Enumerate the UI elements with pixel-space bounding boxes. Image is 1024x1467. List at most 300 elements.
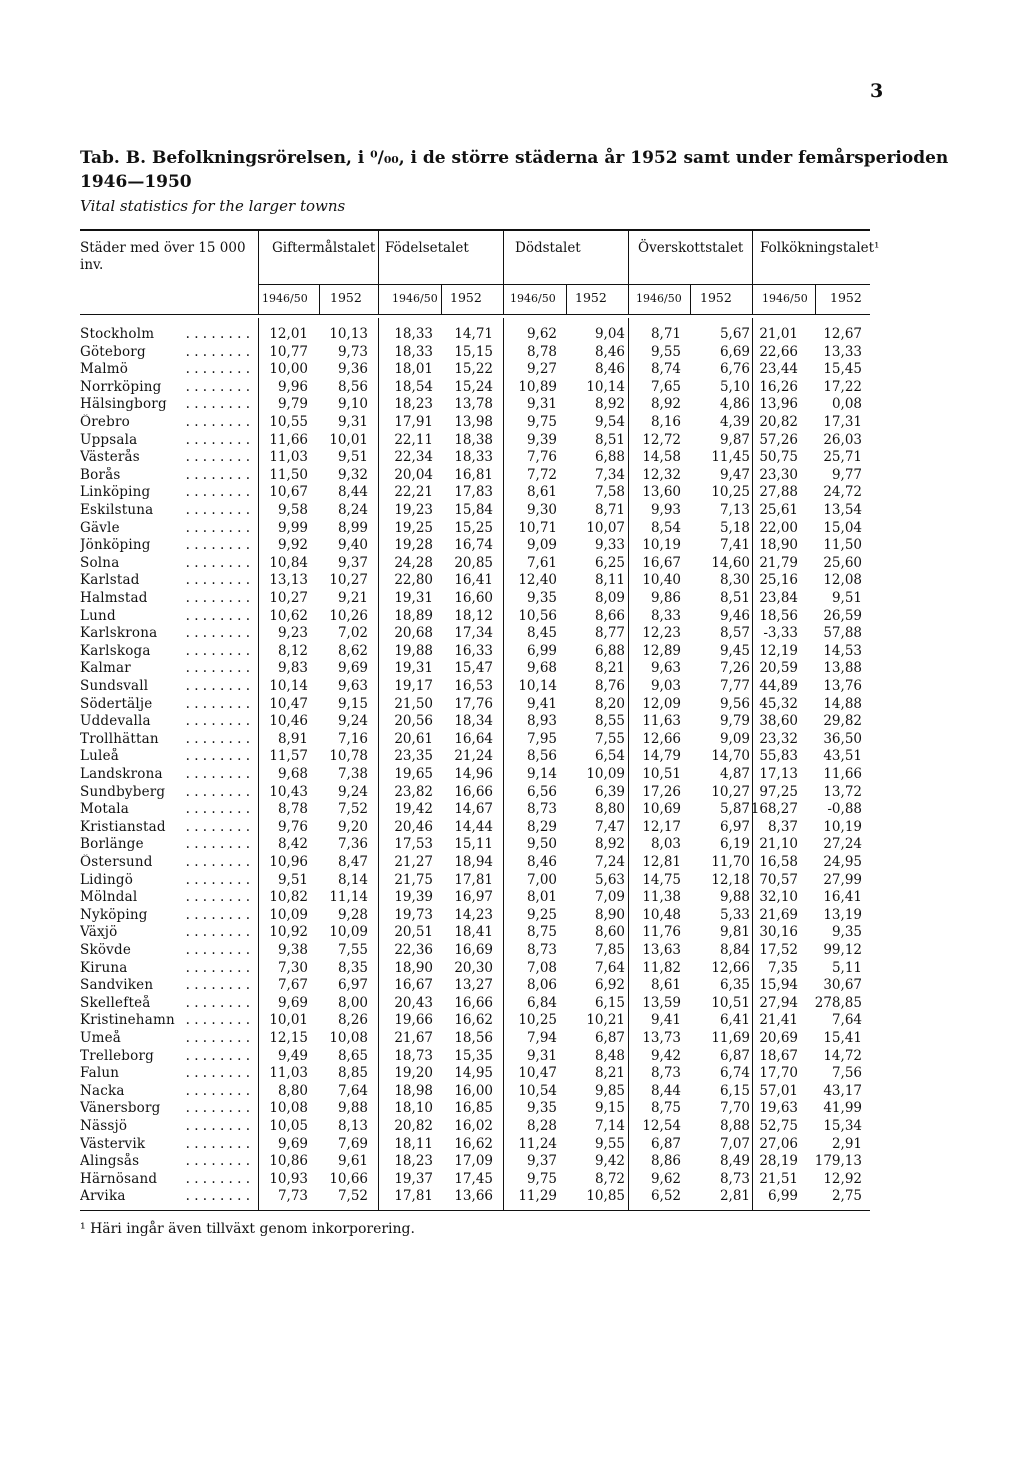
table-cell: 13,60 [642, 484, 681, 501]
table-cell: 32,10 [759, 889, 798, 906]
table-cell: 8,42 [277, 836, 308, 853]
table-cell: 20,04 [394, 466, 433, 483]
table-cell: 21,69 [759, 906, 798, 923]
table-cell: 7,09 [594, 889, 625, 906]
table-cell: 9,68 [277, 766, 308, 782]
table-cell: 15,25 [454, 519, 493, 536]
table-cell: 19,65 [394, 766, 433, 782]
table-cell: 2,81 [719, 1188, 750, 1205]
table-cell: 21,50 [394, 695, 433, 712]
table-cell: 8,62 [337, 642, 368, 659]
leader-dots: . . . . . . . . [185, 1012, 250, 1029]
leader-dots: . . . . . . . . [185, 660, 250, 677]
table-cell: 13,59 [642, 994, 681, 1011]
table-cell: 8,09 [594, 590, 625, 606]
table-cell: 16,26 [759, 378, 798, 395]
table-cell: 9,42 [650, 1047, 681, 1064]
city-name: Trelleborg [80, 1048, 252, 1065]
year-divider [566, 284, 567, 314]
table-cell: 9,28 [337, 906, 368, 923]
table-cell: 8,90 [594, 906, 625, 923]
table-cell: 7,07 [719, 1135, 750, 1152]
leader-dots: . . . . . . . . [185, 1153, 250, 1170]
table-cell: 18,33 [394, 343, 433, 360]
table-cell: 23,30 [759, 466, 798, 483]
table-cell: 9,31 [526, 396, 557, 413]
table-cell: 5,33 [719, 906, 750, 923]
table-row [80, 590, 870, 607]
table-row [80, 1171, 870, 1188]
table-cell: 13,98 [454, 414, 493, 430]
table-cell: 23,44 [759, 361, 798, 378]
table-cell: 7,58 [594, 484, 625, 501]
table-row [80, 555, 870, 572]
table-cell: 12,54 [642, 1118, 681, 1134]
table-cell: 16,66 [454, 994, 493, 1011]
leader-dots: . . . . . . . . [185, 1135, 250, 1152]
table-cell: 9,49 [277, 1047, 308, 1064]
table-cell: 14,23 [454, 906, 493, 923]
table-cell: 6,41 [719, 1012, 750, 1029]
table-cell: 8,21 [594, 1065, 625, 1082]
table-cell: 14,79 [642, 748, 681, 765]
table-cell: 24,95 [823, 854, 862, 870]
table-cell: 50,75 [759, 449, 798, 466]
table-cell: 8,60 [594, 924, 625, 941]
table-cell: 15,22 [454, 361, 493, 378]
city-name: Uddevalla [80, 713, 252, 730]
leader-dots: . . . . . . . . [185, 924, 250, 941]
table-cell: 7,73 [277, 1188, 308, 1205]
table-cell: 9,54 [594, 414, 625, 430]
table-cell: 14,72 [823, 1047, 862, 1064]
table-cell: 9,38 [277, 942, 308, 958]
table-cell: 8,61 [650, 977, 681, 994]
table-cell: 17,13 [759, 766, 798, 782]
table-cell: 9,45 [719, 642, 750, 659]
year-divider [319, 284, 320, 314]
table-cell: 27,99 [823, 871, 862, 888]
table-cell: 6,99 [526, 642, 557, 659]
table-cell: 6,15 [719, 1082, 750, 1099]
city-name: Kristinehamn [80, 1012, 252, 1029]
table-cell: 8,54 [650, 519, 681, 536]
table-cell: 23,82 [394, 783, 433, 800]
header-surplus: Överskottstalet [638, 240, 744, 256]
table-cell: 8,74 [650, 361, 681, 378]
table-cell: 20,82 [759, 414, 798, 430]
leader-dots: . . . . . . . . [185, 642, 250, 659]
table-cell: 15,47 [454, 660, 493, 677]
table-row [80, 449, 870, 466]
table-cell: 21,67 [394, 1030, 433, 1046]
table-cell: 9,75 [526, 1170, 557, 1187]
table-cell: 9,37 [526, 1153, 557, 1170]
table-cell: 7,08 [526, 959, 557, 976]
table-cell: 12,08 [823, 572, 862, 589]
table-cell: 9,37 [337, 554, 368, 571]
table-cell: 70,57 [759, 871, 798, 888]
table-cell: 10,19 [823, 818, 862, 835]
table-cell: 21,75 [394, 871, 433, 888]
table-cell: 11,76 [642, 924, 681, 941]
table-cell: 7,47 [594, 818, 625, 835]
table-cell: 14,60 [711, 554, 750, 571]
table-cell: 27,94 [759, 994, 798, 1011]
table-cell: 20,61 [394, 730, 433, 747]
city-name: Västervik [80, 1136, 252, 1153]
table-row [80, 1153, 870, 1170]
table-cell: 7,65 [650, 378, 681, 395]
table-cell: 20,85 [454, 554, 493, 571]
table-cell: 5,11 [831, 959, 862, 976]
table-cell: 18,41 [454, 924, 493, 941]
table-cell: 14,67 [454, 801, 493, 818]
table-cell: 11,45 [711, 449, 750, 466]
table-cell: 6,52 [650, 1188, 681, 1205]
table-cell: 18,56 [454, 1030, 493, 1046]
table-row [80, 326, 870, 343]
table-cell: 15,41 [823, 1030, 862, 1046]
table-cell: 8,28 [526, 1118, 557, 1134]
table-cell: 179,13 [814, 1153, 862, 1170]
leader-dots: . . . . . . . . [185, 854, 250, 870]
table-cell: 11,69 [711, 1030, 750, 1046]
table-cell: 18,34 [454, 713, 493, 730]
table-cell: 19,88 [394, 642, 433, 659]
table-cell: 9,39 [526, 431, 557, 448]
table-cell: 7,52 [337, 801, 368, 818]
table-cell: 10,82 [269, 889, 308, 906]
table-cell: 30,67 [823, 977, 862, 994]
table-cell: 6,74 [719, 1065, 750, 1082]
table-cell: -0,88 [827, 801, 862, 818]
table-cell: 8,73 [526, 942, 557, 958]
table-cell: 18,73 [394, 1047, 433, 1064]
table-cell: 9,55 [594, 1135, 625, 1152]
year-period: 1946/50 [636, 292, 682, 305]
table-cell: 13,78 [454, 396, 493, 413]
table-cell: 21,10 [759, 836, 798, 853]
table-cell: 10,56 [518, 607, 557, 624]
table-cell: 10,00 [269, 361, 308, 378]
table-cell: 7,34 [594, 466, 625, 483]
year-divider [815, 284, 816, 314]
table-cell: 9,51 [277, 871, 308, 888]
table-cell: 4,39 [719, 414, 750, 430]
table-title: Tab. B. Befolkningsrörelsen, i ⁰/₀₀, i de större städerna år 1952 samt under femårsperioden 1946—1950 [80, 148, 949, 192]
table-row [80, 907, 870, 924]
table-cell: 16,33 [454, 642, 493, 659]
city-name: Malmö [80, 361, 252, 378]
table-cell: 5,10 [719, 378, 750, 395]
city-name: Borlänge [80, 836, 252, 853]
table-cell: 10,71 [518, 519, 557, 536]
table-cell: 8,92 [594, 396, 625, 413]
table-cell: 14,75 [642, 871, 681, 888]
table-cell: 8,12 [277, 642, 308, 659]
table-cell: 8,73 [650, 1065, 681, 1082]
city-name: Skövde [80, 942, 252, 959]
table-cell: 8,35 [337, 959, 368, 976]
table-cell: 6,92 [594, 977, 625, 994]
table-cell: 19,39 [394, 889, 433, 906]
table-cell: 9,32 [337, 466, 368, 483]
table-cell: 97,25 [759, 783, 798, 800]
city-name: Stockholm [80, 326, 252, 343]
table-cell: 10,25 [518, 1012, 557, 1029]
table-row [80, 924, 870, 941]
header-birth: Födelsetalet [385, 240, 469, 256]
table-cell: 8,93 [526, 713, 557, 730]
leader-dots: . . . . . . . . [185, 1170, 250, 1187]
table-cell: 11,57 [269, 748, 308, 765]
table-cell: 10,54 [518, 1082, 557, 1099]
table-cell: 9,75 [526, 414, 557, 430]
table-cell: 23,84 [759, 590, 798, 606]
table-cell: 11,70 [711, 854, 750, 870]
table-cell: 6,35 [719, 977, 750, 994]
table-cell: 10,09 [586, 766, 625, 782]
table-cell: 9,04 [594, 326, 625, 342]
table-cell: 12,18 [711, 871, 750, 888]
table-cell: 9,62 [526, 326, 557, 342]
leader-dots: . . . . . . . . [185, 343, 250, 360]
table-cell: 7,41 [719, 537, 750, 554]
table-row [80, 625, 870, 642]
table-cell: 9,88 [337, 1100, 368, 1117]
table-cell: 16,85 [454, 1100, 493, 1117]
table-cell: 17,83 [454, 484, 493, 501]
table-cell: 6,87 [650, 1135, 681, 1152]
city-name: Trollhättan [80, 731, 252, 748]
leader-dots: . . . . . . . . [185, 818, 250, 835]
table-cell: 9,35 [526, 590, 557, 606]
table-cell: 13,33 [823, 343, 862, 360]
table-cell: 19,31 [394, 590, 433, 606]
table-row [80, 1118, 870, 1135]
table-cell: 8,01 [526, 889, 557, 906]
table-cell: 12,09 [642, 695, 681, 712]
table-cell: 10,05 [269, 1118, 308, 1134]
table-cell: 11,66 [823, 766, 862, 782]
city-name: Karlskoga [80, 643, 252, 660]
city-name: Östersund [80, 854, 252, 871]
table-cell: 6,76 [719, 361, 750, 378]
leader-dots: . . . . . . . . [185, 748, 250, 765]
table-cell: 9,03 [650, 678, 681, 694]
table-row [80, 572, 870, 589]
table-cell: 9,33 [594, 537, 625, 554]
table-cell: 8,75 [650, 1100, 681, 1117]
city-name: Lund [80, 608, 252, 625]
table-cell: 25,60 [823, 554, 862, 571]
city-name: Kiruna [80, 960, 252, 977]
leader-dots: . . . . . . . . [185, 977, 250, 994]
table-cell: 8,49 [719, 1153, 750, 1170]
table-cell: 10,78 [329, 748, 368, 765]
table-cell: 9,99 [277, 519, 308, 536]
table-cell: 10,92 [269, 924, 308, 941]
table-cell: 18,89 [394, 607, 433, 624]
table-cell: 17,34 [454, 625, 493, 642]
leader-dots: . . . . . . . . [185, 554, 250, 571]
table-cell: 19,28 [394, 537, 433, 554]
table-cell: 6,87 [719, 1047, 750, 1064]
table-cell: 9,79 [719, 713, 750, 730]
table-cell: 18,33 [394, 326, 433, 342]
year-1952: 1952 [330, 290, 362, 305]
table-cell: 10,26 [329, 607, 368, 624]
table-cell: 24,72 [823, 484, 862, 501]
table-cell: 43,51 [823, 748, 862, 765]
table-cell: 9,86 [650, 590, 681, 606]
table-cell: 19,20 [394, 1065, 433, 1082]
leader-dots: . . . . . . . . [185, 871, 250, 888]
leader-dots: . . . . . . . . [185, 942, 250, 958]
table-cell: 18,98 [394, 1082, 433, 1099]
table-cell: 8,16 [650, 414, 681, 430]
table-cell: 16,41 [823, 889, 862, 906]
city-name: Umeå [80, 1030, 252, 1047]
table-cell: 15,11 [454, 836, 493, 853]
table-cell: 7,72 [526, 466, 557, 483]
table-cell: 10,62 [269, 607, 308, 624]
table-cell: 7,35 [767, 959, 798, 976]
table-row [80, 889, 870, 906]
table-cell: 21,51 [759, 1170, 798, 1187]
table-cell: 8,29 [526, 818, 557, 835]
table-cell: 9,55 [650, 343, 681, 360]
leader-dots: . . . . . . . . [185, 431, 250, 448]
table-row [80, 608, 870, 625]
table-cell: 7,26 [719, 660, 750, 677]
table-cell: 25,71 [823, 449, 862, 466]
table-row [80, 678, 870, 695]
table-cell: 7,70 [719, 1100, 750, 1117]
table-cell: 22,66 [759, 343, 798, 360]
table-cell: 10,08 [329, 1030, 368, 1046]
leader-dots: . . . . . . . . [185, 889, 250, 906]
table-row [80, 432, 870, 449]
table-cell: 16,53 [454, 678, 493, 694]
table-cell: 7,64 [831, 1012, 862, 1029]
table-cell: 9,96 [277, 378, 308, 395]
table-cell: 7,30 [277, 959, 308, 976]
table-cell: 10,51 [642, 766, 681, 782]
table-cell: 13,63 [642, 942, 681, 958]
leader-dots: . . . . . . . . [185, 713, 250, 730]
table-cell: 15,24 [454, 378, 493, 395]
table-cell: 9,42 [594, 1153, 625, 1170]
table-cell: 17,31 [823, 414, 862, 430]
table-cell: 10,27 [329, 572, 368, 589]
table-cell: 19,31 [394, 660, 433, 677]
table-cell: 8,85 [337, 1065, 368, 1082]
city-name: Lidingö [80, 872, 252, 889]
table-cell: 17,91 [394, 414, 433, 430]
table-row [80, 713, 870, 730]
city-name: Karlskrona [80, 625, 252, 642]
table-cell: 10,48 [642, 906, 681, 923]
table-cell: 6,99 [767, 1188, 798, 1205]
year-divider [441, 284, 442, 314]
table-row [80, 520, 870, 537]
table-cell: 9,69 [277, 1135, 308, 1152]
leader-dots: . . . . . . . . [185, 466, 250, 483]
table-row [80, 836, 870, 853]
table-cell: 14,88 [823, 695, 862, 712]
table-cell: 9,15 [594, 1100, 625, 1117]
table-cell: 8,77 [594, 625, 625, 642]
table-cell: 8,51 [594, 431, 625, 448]
table-cell: 19,17 [394, 678, 433, 694]
table-cell: 20,82 [394, 1118, 433, 1134]
table-cell: 8,99 [337, 519, 368, 536]
leader-dots: . . . . . . . . [185, 730, 250, 747]
table-cell: 11,50 [269, 466, 308, 483]
table-row [80, 819, 870, 836]
table-row [80, 784, 870, 801]
table-row [80, 1012, 870, 1029]
table-cell: 9,56 [719, 695, 750, 712]
table-cell: 8,30 [719, 572, 750, 589]
table-row [80, 977, 870, 994]
table-cell: 10,08 [269, 1100, 308, 1117]
table-row [80, 1048, 870, 1065]
table-row [80, 995, 870, 1012]
table-row [80, 942, 870, 959]
table-cell: 9,63 [337, 678, 368, 694]
table-cell: 11,03 [269, 1065, 308, 1082]
city-name: Södertälje [80, 696, 252, 713]
table-cell: 9,25 [526, 906, 557, 923]
city-name: Nacka [80, 1083, 252, 1100]
city-name: Vänersborg [80, 1100, 252, 1117]
table-cell: 7,36 [337, 836, 368, 853]
leader-dots: . . . . . . . . [185, 378, 250, 395]
table-cell: 11,82 [642, 959, 681, 976]
table-cell: 18,23 [394, 1153, 433, 1170]
table-cell: 9,20 [337, 818, 368, 835]
city-name: Linköping [80, 484, 252, 501]
table-cell: 7,14 [594, 1118, 625, 1134]
table-cell: 7,56 [831, 1065, 862, 1082]
table-cell: 21,01 [759, 326, 798, 342]
table-cell: 8,46 [594, 361, 625, 378]
table-cell: 10,14 [518, 678, 557, 694]
table-cell: 9,77 [831, 466, 862, 483]
table-cell: 9,93 [650, 502, 681, 518]
table-cell: 43,17 [823, 1082, 862, 1099]
table-cell: 14,44 [454, 818, 493, 835]
table-cell: 16,00 [454, 1082, 493, 1099]
table-cell: 8,92 [650, 396, 681, 413]
table-row [80, 766, 870, 783]
leader-dots: . . . . . . . . [185, 1065, 250, 1082]
city-name: Härnösand [80, 1171, 252, 1188]
table-cell: 12,66 [711, 959, 750, 976]
table-cell: 8,91 [277, 730, 308, 747]
table-cell: 7,13 [719, 502, 750, 518]
leader-dots: . . . . . . . . [185, 906, 250, 923]
table-cell: 7,64 [337, 1082, 368, 1099]
leader-dots: . . . . . . . . [185, 1118, 250, 1134]
table-cell: 23,32 [759, 730, 798, 747]
city-name: Hälsingborg [80, 396, 252, 413]
table-cell: 8,92 [594, 836, 625, 853]
table-cell: 9,88 [719, 889, 750, 906]
